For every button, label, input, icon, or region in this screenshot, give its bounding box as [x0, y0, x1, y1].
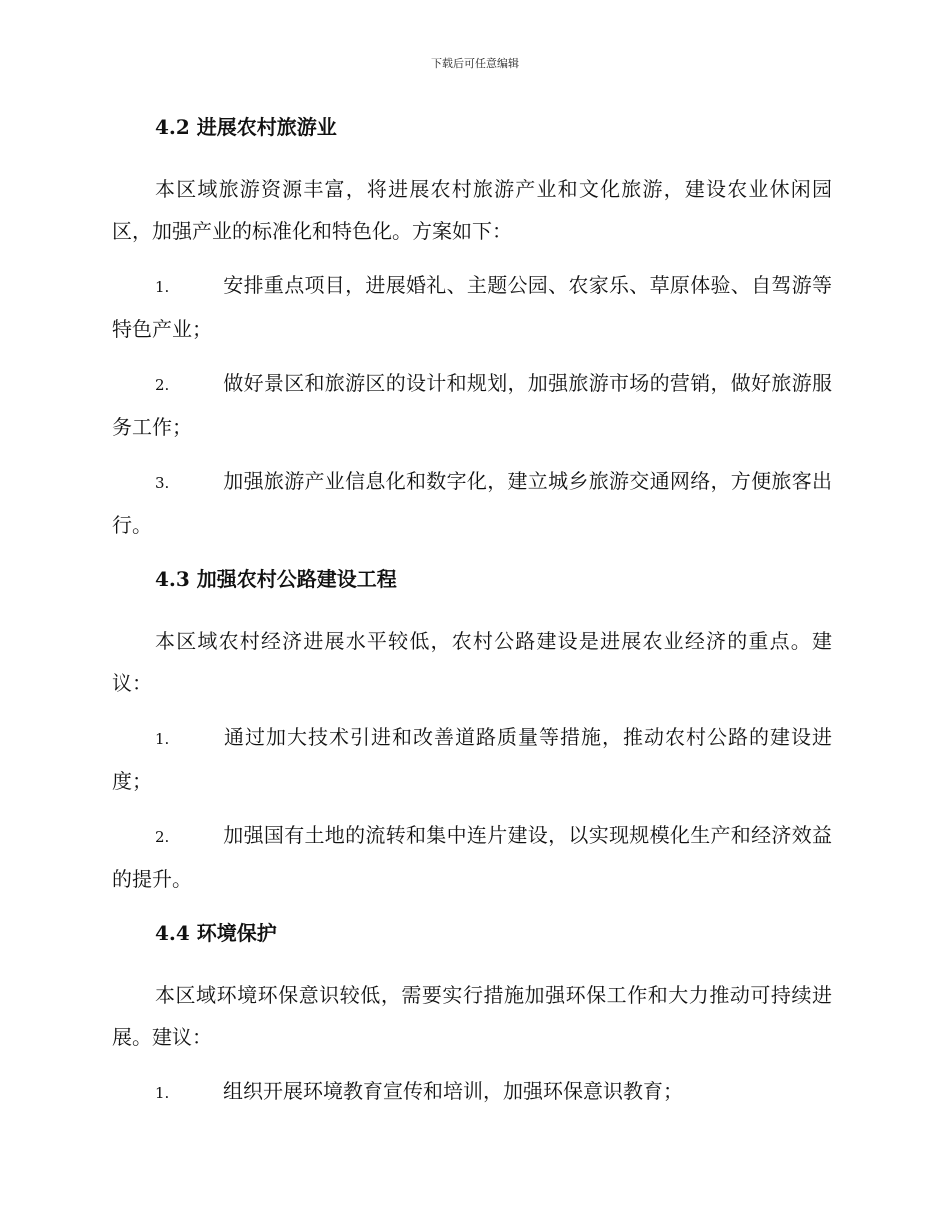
list-item	[112, 1070, 832, 1114]
list-item	[112, 716, 832, 802]
list-item-text: 加强旅游产业信息化和数字化，建立城乡旅游交通网络，方便旅客出行。	[112, 469, 832, 537]
section-4-4	[112, 912, 832, 1114]
list-item-number: 2.	[155, 828, 170, 846]
section-heading: 4.2 进展农村旅游业	[155, 115, 337, 139]
section-intro: 本区域农村经济进展水平较低，农村公路建设是进展农业经济的重点。建议：	[112, 629, 832, 695]
list-item-text: 安排重点项目，进展婚礼、主题公园、农家乐、草原体验、自驾游等特色产业；	[112, 273, 832, 341]
list-item-number: 1.	[155, 730, 170, 748]
page-header: 下载后可任意编辑	[431, 57, 519, 70]
list-item-text: 组织开展环境教育宣传和培训，加强环保意识教育；	[223, 1079, 683, 1103]
list-item-text: 做好景区和旅游区的设计和规划，加强旅游市场的营销，做好旅游服务工作；	[112, 371, 832, 439]
document-body	[112, 106, 832, 1126]
list-item-text: 加强国有土地的流转和集中连片建设，以实现规模化生产和经济效益的提升。	[112, 823, 832, 891]
list-item	[112, 362, 832, 448]
list-item	[112, 460, 832, 546]
list-item-number: 1.	[155, 278, 170, 296]
section-4-2	[112, 106, 832, 546]
section-4-3	[112, 558, 832, 900]
list-item	[112, 814, 832, 900]
section-intro: 本区域旅游资源丰富，将进展农村旅游产业和文化旅游，建设农业休闲园区，加强产业的标准化和特色化。方案如下：	[112, 177, 832, 243]
section-heading: 4.4 环境保护	[155, 921, 277, 945]
list-item-number: 3.	[155, 474, 170, 492]
list-item-text: 通过加大技术引进和改善道路质量等措施，推动农村公路的建设进度；	[112, 725, 832, 793]
section-heading: 4.3 加强农村公路建设工程	[155, 567, 397, 591]
list-item-number: 2.	[155, 376, 170, 394]
section-intro: 本区域环境环保意识较低，需要实行措施加强环保工作和大力推动可持续进展。建议：	[112, 983, 832, 1049]
list-item	[112, 264, 832, 350]
list-item-number: 1.	[155, 1084, 170, 1102]
